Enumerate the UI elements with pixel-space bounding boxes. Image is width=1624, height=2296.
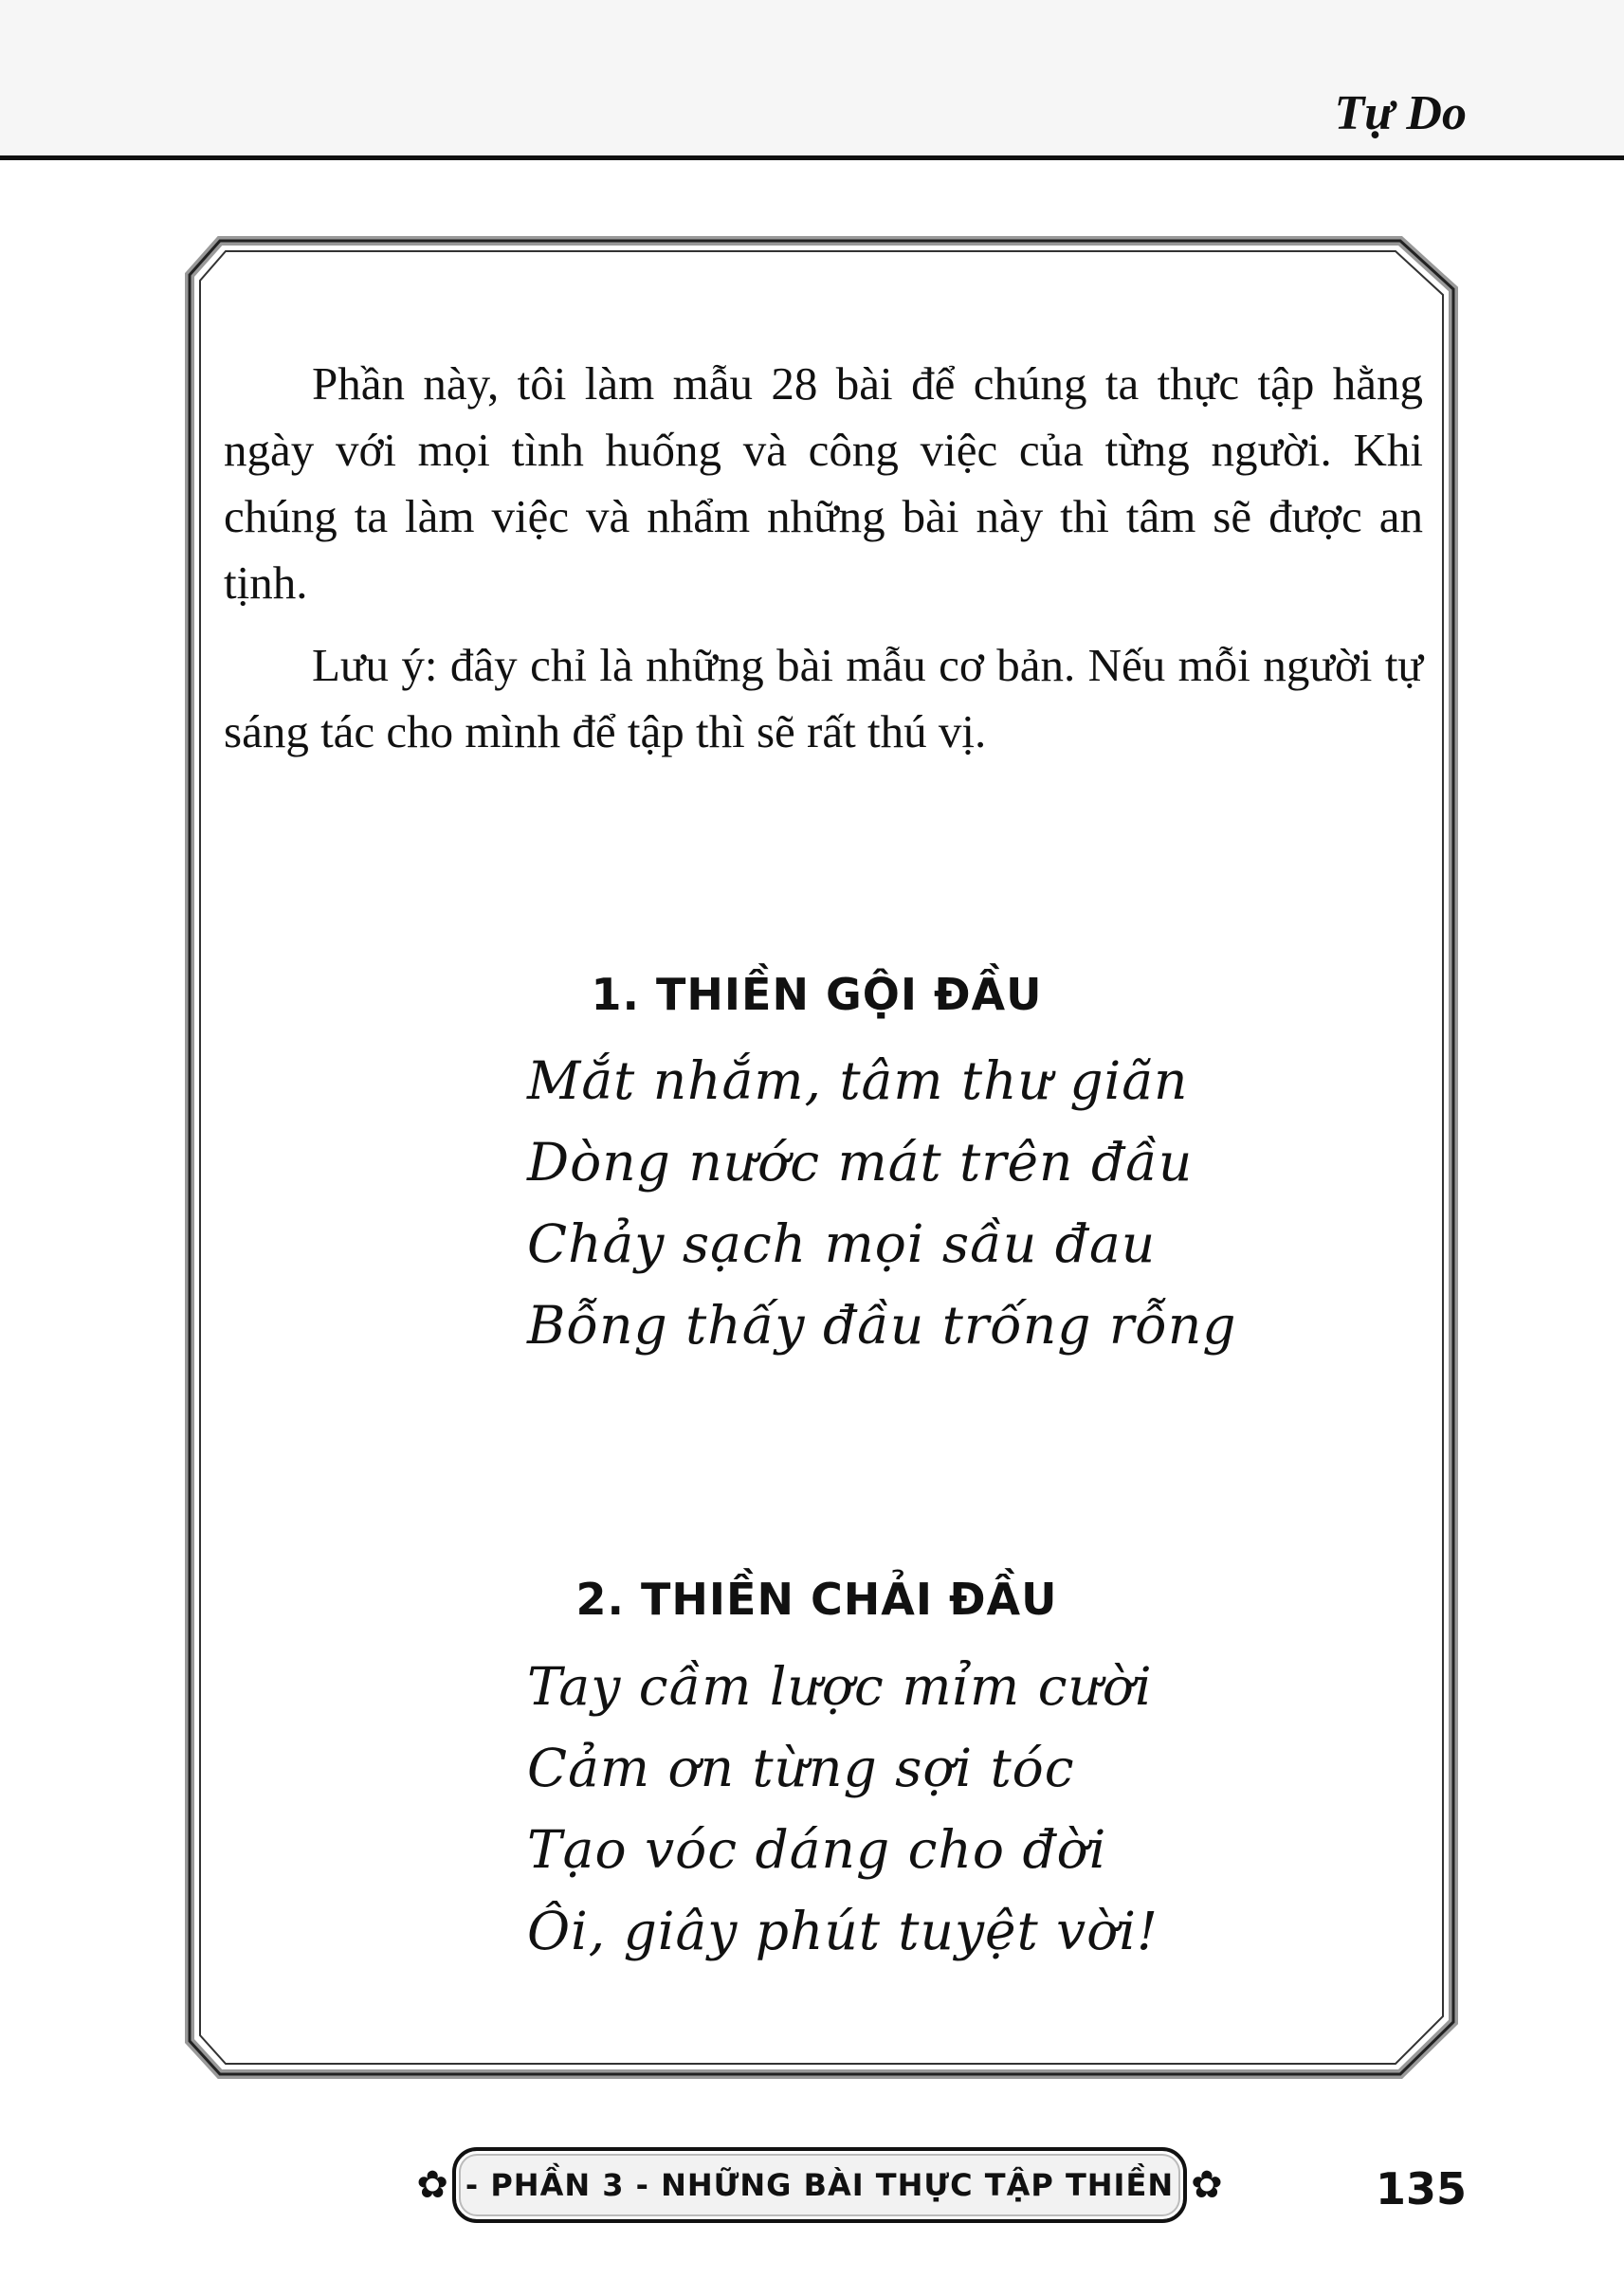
poem-line: Ôi, giây phút tuyệt vời! <box>527 1901 1159 1961</box>
poem-title: 2. THIỀN CHẢI ĐẦU <box>575 1574 1058 1625</box>
poem-line: Dòng nước mát trên đầu <box>527 1132 1194 1193</box>
section-footer <box>416 2147 1223 2223</box>
poem-line: Chảy sạch mọi sầu đau <box>527 1213 1157 1274</box>
poem-line: Cảm ơn từng sợi tóc <box>527 1738 1075 1798</box>
poem-line: Tạo vóc dáng cho đời <box>527 1819 1107 1880</box>
section-label: - PHẦN 3 - NHỮNG BÀI THỰC TẬP THIỀN <box>465 2167 1175 2203</box>
running-title: Tự Do <box>1334 86 1467 140</box>
poem-line: Bỗng thấy đầu trống rỗng <box>527 1295 1237 1356</box>
page-number: 135 <box>1375 2163 1467 2214</box>
intro-text <box>224 351 1423 781</box>
poem-line: Tay cầm lược mỉm cười <box>527 1656 1153 1717</box>
poem-line: Mắt nhắm, tâm thư giãn <box>527 1050 1189 1111</box>
flower-icon: ✿ <box>1191 2163 1223 2207</box>
poem-lines <box>527 1646 1159 1972</box>
flower-icon: ✿ <box>416 2163 448 2207</box>
intro-paragraph: Phần này, tôi làm mẫu 28 bài để chúng ta thực tập hằng ngày với mọi tình huống và công việc của từng người. Khi chúng ta làm việc và nhẩm những bài này thì tâm sẽ được an tịnh. <box>224 357 1423 609</box>
note-paragraph: Lưu ý: đây chỉ là những bài mẫu cơ bản. Nếu mỗi người tự sáng tác cho mình để tập thì sẽ rất thú vị. <box>224 639 1423 757</box>
poem-lines <box>527 1040 1237 1366</box>
poem-title: 1. THIỀN GỘI ĐẦU <box>591 969 1043 1020</box>
